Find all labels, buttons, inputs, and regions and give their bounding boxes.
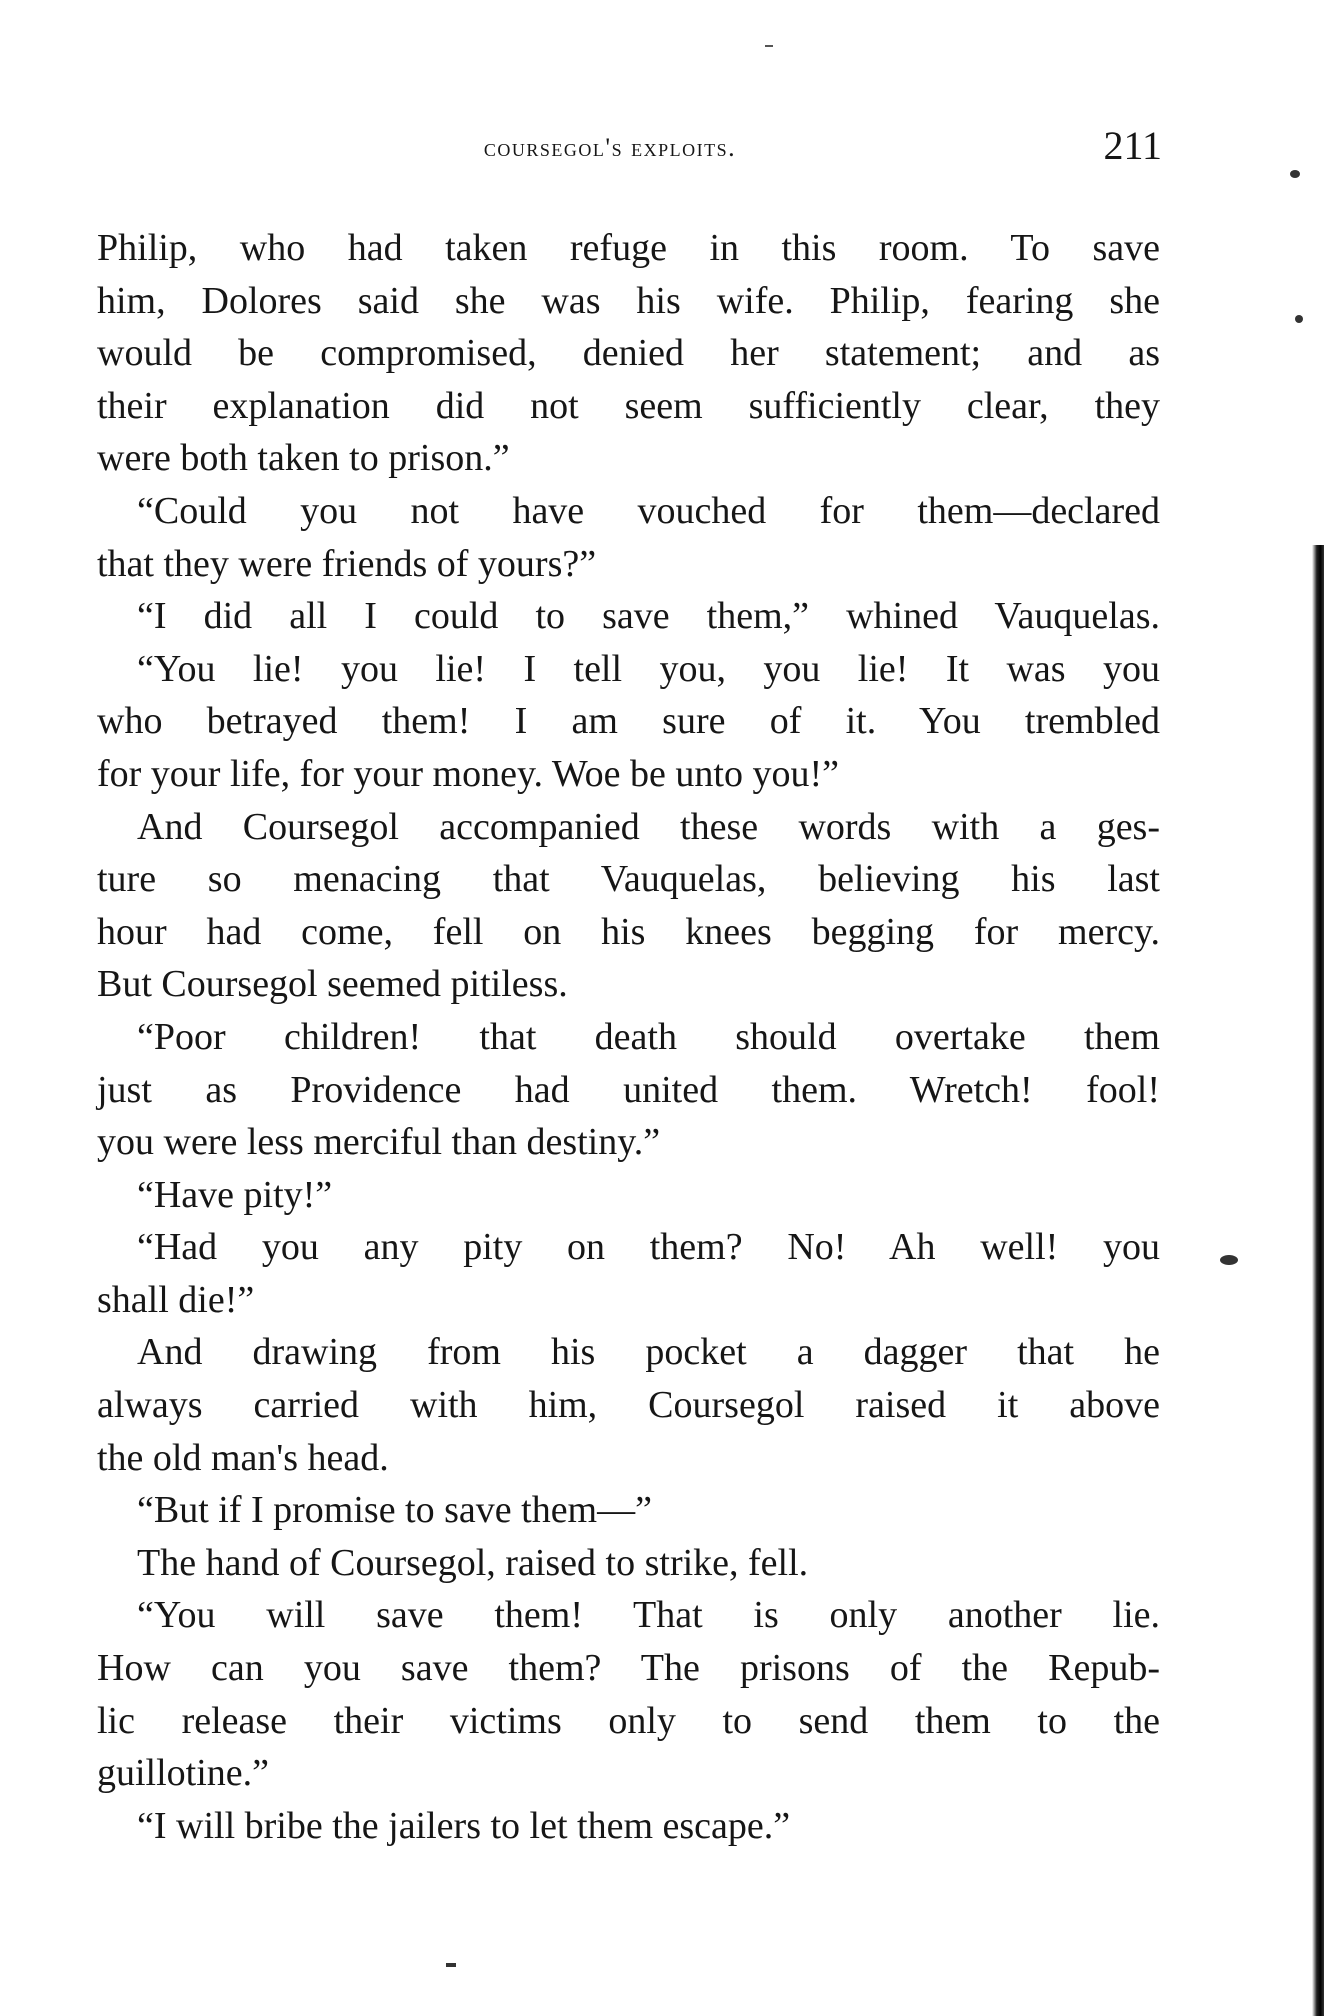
text-line: him, Dolores said she was his wife. Philip, fearing she [97,279,1160,322]
print-mark [765,45,773,47]
text-line: just as Providence had united them. Wretch! fool! [97,1068,1160,1111]
text-line: were both taken to prison.” [97,437,510,480]
speck [1290,170,1300,178]
text-line: But Coursegol seemed pitiless. [97,963,568,1006]
text-line: guillotine.” [97,1752,270,1795]
running-title: coursegol's exploits. [483,133,737,162]
text-line: their explanation did not seem sufficiently clear, they [97,384,1160,427]
text-line: How can you save them? The prisons of the Repub- [97,1647,1160,1690]
text-line: “I will bribe the jailers to let them escape.” [137,1804,791,1847]
print-mark [446,1963,456,1967]
text-line: that they were friends of yours?” [97,542,597,585]
text-line: “You lie! you lie! I tell you, you lie! It was you [137,647,1160,690]
page-number: 211 [1103,123,1162,168]
text-line: Philip, who had taken refuge in this room. To save [97,227,1160,269]
text-line: “Could you not have vouched for them—declared [137,489,1160,532]
binding-edge [1312,545,1324,2016]
body-text [97,222,1160,1852]
text-line: lic release their victims only to send them to the [97,1699,1160,1742]
text-line: for your life, for your money. Woe be unto you!” [97,752,839,795]
text-line: “Have pity!” [137,1173,333,1216]
text-line: who betrayed them! I am sure of it. You trembled [97,700,1160,743]
text-line: And Coursegol accompanied these words with a ges- [137,805,1160,848]
text-line: “You will save them! That is only another lie. [137,1594,1160,1637]
text-line: hour had come, fell on his knees begging for mercy. [97,910,1160,953]
text-line: “Poor children! that death should overtake them [137,1015,1160,1058]
text-line: shall die!” [97,1278,255,1321]
text-line: would be compromised, denied her statement; and as [97,332,1160,375]
text-line: “But if I promise to save them—” [137,1489,652,1532]
text-line: you were less merciful than destiny.” [97,1121,661,1164]
speck [1295,315,1303,323]
text-line: “I did all I could to save them,” whined Vauquelas. [137,595,1160,638]
text-line: always carried with him, Coursegol raised it above [97,1384,1160,1427]
text-line: “Had you any pity on them? No! Ah well! you [137,1226,1160,1269]
text-line: the old man's head. [97,1436,389,1479]
text-line: The hand of Coursegol, raised to strike, fell. [137,1541,809,1584]
text-line: ture so menacing that Vauquelas, believing his last [97,858,1160,901]
speck [1220,1255,1238,1265]
text-line: And drawing from his pocket a dagger that he [137,1331,1160,1374]
